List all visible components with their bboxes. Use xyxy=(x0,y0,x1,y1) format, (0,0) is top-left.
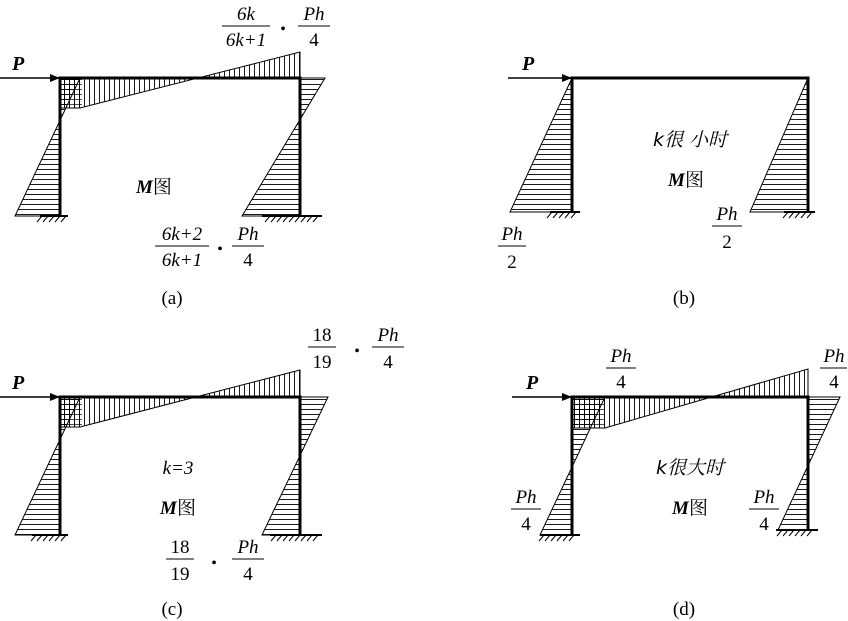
svg-text:19: 19 xyxy=(312,352,332,373)
right-moment-value xyxy=(712,204,742,253)
condition-label: k很 小时 xyxy=(652,129,728,151)
condition-label: k很大时 xyxy=(655,457,725,479)
joint-overlap-hatch xyxy=(60,397,82,427)
svg-text:Ph: Ph xyxy=(515,487,537,508)
diagram-label: M图 xyxy=(668,169,704,191)
svg-text:Ph: Ph xyxy=(237,537,259,558)
svg-text:•: • xyxy=(217,241,223,258)
svg-text:4: 4 xyxy=(616,372,626,393)
svg-text:6k: 6k xyxy=(237,4,255,25)
svg-text:Ph: Ph xyxy=(716,204,738,225)
diagram-label: M图 xyxy=(672,497,708,519)
svg-text:6k+2: 6k+2 xyxy=(161,224,203,245)
svg-text:18: 18 xyxy=(312,325,332,346)
right-column-moment-area xyxy=(750,78,808,212)
left-fixed-support xyxy=(31,535,68,541)
svg-text:4: 4 xyxy=(309,30,319,51)
diagram-label: M图 xyxy=(160,497,196,519)
left-fixed-support xyxy=(547,212,580,218)
top-moment-value xyxy=(222,4,330,51)
joint-overlap-hatch xyxy=(572,397,605,428)
panel-b xyxy=(498,53,815,309)
condition-label: k=3 xyxy=(162,458,194,479)
svg-text:4: 4 xyxy=(243,250,253,271)
svg-text:Ph: Ph xyxy=(753,487,775,508)
svg-text:4: 4 xyxy=(243,564,253,585)
svg-text:•: • xyxy=(280,21,286,38)
panel-caption: (d) xyxy=(672,599,696,620)
svg-text:Ph: Ph xyxy=(501,224,523,245)
left-bottom-moment-value xyxy=(511,487,541,535)
svg-text:18: 18 xyxy=(170,537,190,558)
svg-text:4: 4 xyxy=(383,352,393,373)
right-fixed-support xyxy=(270,535,322,541)
load-label: P xyxy=(526,372,539,394)
right-fixed-support xyxy=(776,530,818,536)
load-label: P xyxy=(12,53,25,75)
svg-text:Ph: Ph xyxy=(303,4,325,25)
svg-text:2: 2 xyxy=(507,252,517,273)
diagram-label: M图 xyxy=(136,176,172,198)
panel-caption: (a) xyxy=(161,288,183,309)
bottom-moment-value xyxy=(166,537,264,585)
panel-a xyxy=(0,4,330,309)
svg-text:Ph: Ph xyxy=(823,346,845,367)
load-label: P xyxy=(12,372,25,394)
bottom-moment-value xyxy=(155,224,264,271)
panel-d xyxy=(511,346,847,620)
right-column-moment-area xyxy=(262,397,328,535)
svg-text:Ph: Ph xyxy=(377,325,399,346)
panel-caption: (b) xyxy=(672,288,696,309)
svg-text:6k+1: 6k+1 xyxy=(161,250,203,271)
svg-text:•: • xyxy=(211,555,217,572)
right-fixed-support xyxy=(262,216,322,222)
panel-c xyxy=(0,325,404,620)
right-column-moment-area xyxy=(242,78,325,216)
svg-text:Ph: Ph xyxy=(237,224,259,245)
right-bottom-moment-value xyxy=(749,487,779,535)
panel-caption: (c) xyxy=(161,599,183,620)
left-fixed-support xyxy=(37,216,68,222)
svg-text:4: 4 xyxy=(829,372,839,393)
top-moment-value xyxy=(308,325,404,373)
left-top-moment-value xyxy=(606,346,636,393)
svg-text:Ph: Ph xyxy=(610,346,632,367)
left-fixed-support xyxy=(539,535,580,541)
load-label: P xyxy=(522,53,535,75)
svg-text:4: 4 xyxy=(759,514,769,535)
right-top-moment-value xyxy=(820,346,847,393)
svg-text:4: 4 xyxy=(521,514,531,535)
left-moment-value xyxy=(498,224,526,273)
joint-overlap-hatch xyxy=(60,78,82,108)
beam-moment-area xyxy=(60,52,300,108)
svg-text:2: 2 xyxy=(722,232,732,253)
svg-text:19: 19 xyxy=(170,564,190,585)
svg-text:6k+1: 6k+1 xyxy=(225,30,267,51)
left-column-moment-area xyxy=(510,78,572,212)
svg-text:•: • xyxy=(354,343,360,360)
right-fixed-support xyxy=(783,212,815,218)
